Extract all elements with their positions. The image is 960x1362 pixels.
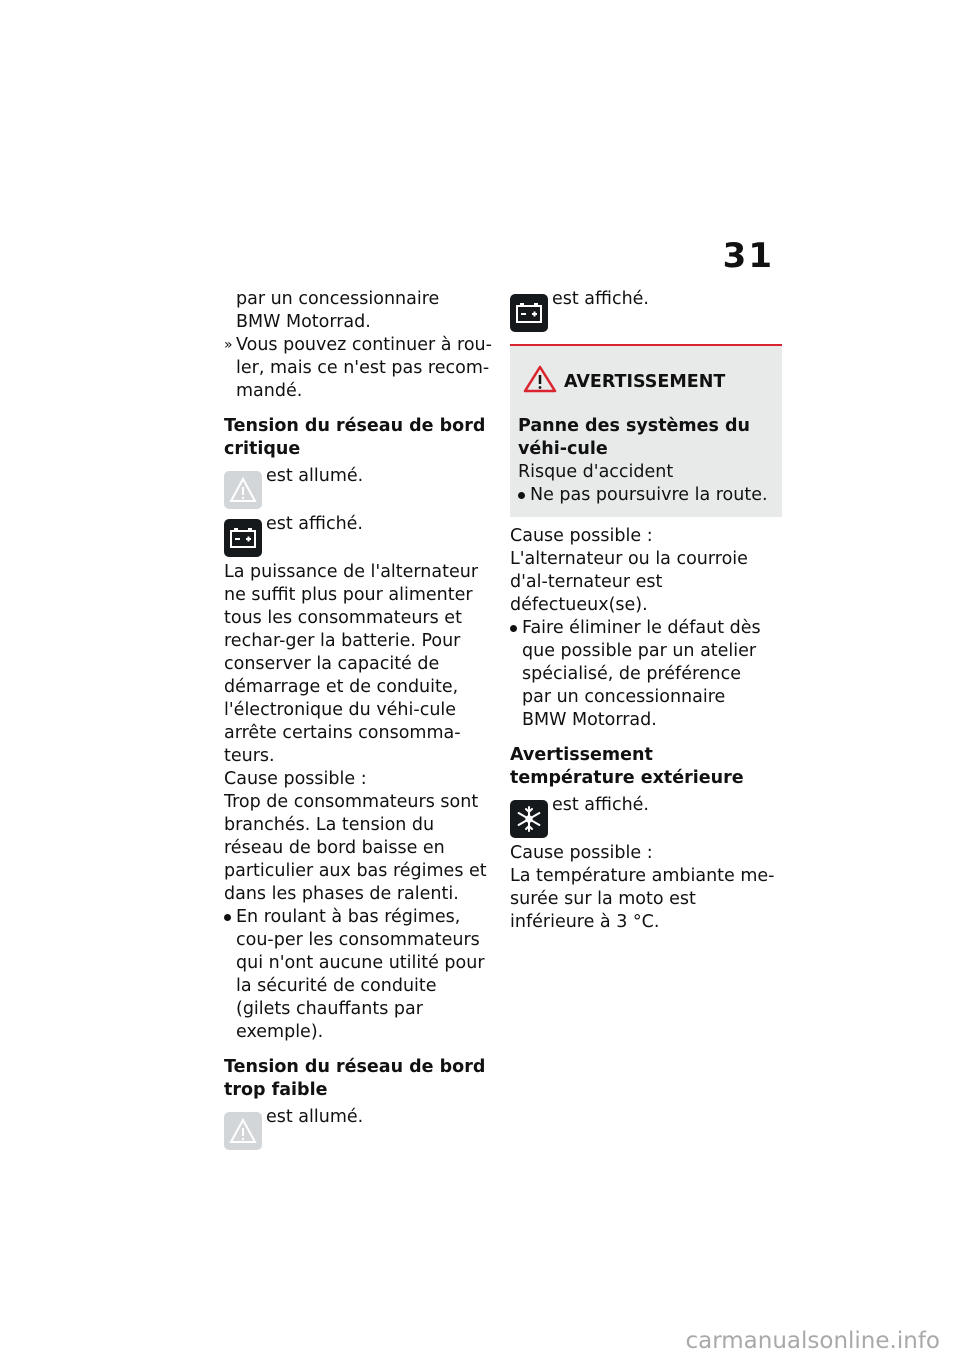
warning-subtitle: Panne des systèmes du véhi-cule <box>518 416 751 459</box>
left-column <box>224 288 492 1154</box>
snowflake-icon <box>510 800 548 838</box>
intro-line: par un concessionnaire <box>236 289 440 309</box>
warning-label: AVERTISSEMENT <box>564 372 726 392</box>
cause-text: La température ambiante me-surée sur la moto est inférieure à 3 °C. <box>510 866 775 932</box>
cause-label: Cause possible : <box>224 769 367 789</box>
warning-title <box>518 364 772 401</box>
bullet-item <box>224 906 492 1044</box>
bullet-item <box>518 484 772 507</box>
bullet-line: Faire éliminer le défaut dès <box>522 618 761 638</box>
bullet-item <box>510 617 782 732</box>
double-chevron-icon: » <box>224 337 233 353</box>
body-paragraph: La puissance de l'alternateur ne suffit plus pour alimenter tous les consommateurs et rechar-ger la batterie. Pour conserver la capacité de démarrage et de conduite, l'électronique du véhi-cule arrête certains consomma-teurs. <box>224 562 479 766</box>
indicator-row <box>510 288 782 328</box>
warning-triangle-icon <box>522 364 558 401</box>
section-heading: Tension du réseau de bord trop faible <box>224 1057 486 1100</box>
warning-box <box>510 344 782 517</box>
bullet-line: BMW Motorrad. <box>522 710 657 730</box>
section-heading: Tension du réseau de bord critique <box>224 416 486 459</box>
indicator-text: est affiché. <box>552 289 649 309</box>
indicator-row <box>224 513 492 553</box>
cause-label: Cause possible : <box>510 526 653 546</box>
cause-label: Cause possible : <box>510 843 653 863</box>
battery-icon <box>510 294 548 332</box>
watermark: carmanualsonline.info <box>685 1328 940 1354</box>
bullet-text: Ne pas poursuivre la route. <box>530 485 768 505</box>
bullet-line: par un concessionnaire <box>522 687 726 707</box>
cause-text: L'alternateur ou la courroie d'al-ternateur est défectueux(se). <box>510 549 748 615</box>
result-item <box>224 334 492 403</box>
indicator-row <box>224 1106 492 1146</box>
indicator-text: est affiché. <box>266 514 363 534</box>
result-text: Vous pouvez continuer à rou-ler, mais ce n'est pas recom-mandé. <box>236 335 492 401</box>
battery-icon <box>224 519 262 557</box>
indicator-row <box>510 794 782 834</box>
bullet-text: En roulant à bas régimes, cou-per les consommateurs qui n'ont aucune utilité pour la sécurité de conduite (gilets chauffants par exemple). <box>236 907 485 1042</box>
bullet-line: que possible par un atelier <box>522 641 757 661</box>
intro-line: BMW Motorrad. <box>236 312 371 332</box>
cause-text: Trop de consommateurs sont branchés. La tension du réseau de bord baisse en particulier aux bas régimes et dans les phases de ralenti. <box>224 792 487 904</box>
warning-triangle-icon <box>224 471 262 509</box>
bullet-line: spécialisé, de préférence <box>522 664 742 684</box>
indicator-row <box>224 465 492 505</box>
indicator-text: est allumé. <box>266 1107 364 1127</box>
indicator-text: est allumé. <box>266 466 364 486</box>
indicator-text: est affiché. <box>552 795 649 815</box>
section-heading: Avertissement température extérieure <box>510 745 744 788</box>
warning-triangle-icon <box>224 1112 262 1150</box>
page-number: 31 <box>722 236 774 276</box>
right-column <box>510 288 782 934</box>
warning-risk: Risque d'accident <box>518 462 674 482</box>
